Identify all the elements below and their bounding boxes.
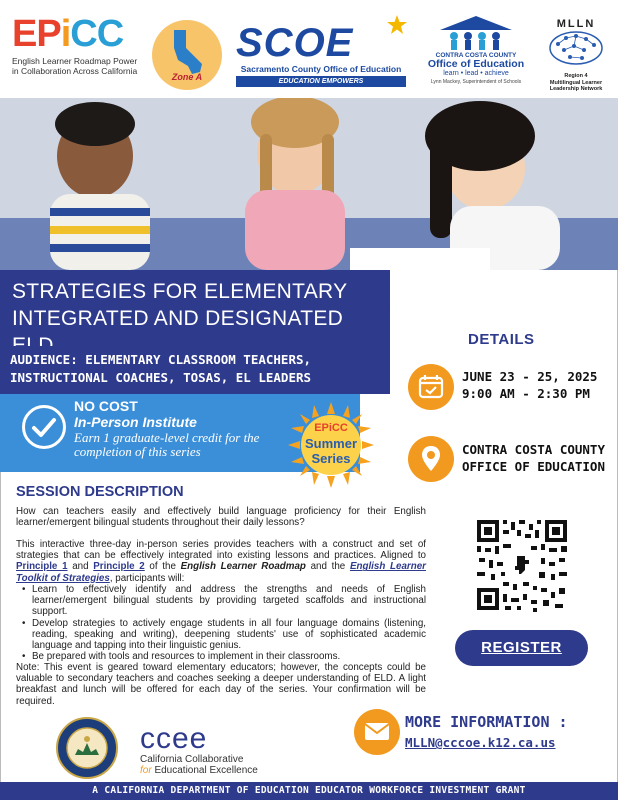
epicc-logo xyxy=(12,14,162,76)
register-button[interactable]: REGISTER xyxy=(455,630,588,666)
list-item: • Learn to effectively identify and address the strengths and needs of English learner/emergent bilingual students by providing targeted scaffolds and instructional support. xyxy=(22,584,426,618)
toolkit-link[interactable]: English Learner Toolkit of Strategies xyxy=(16,561,426,584)
more-info-heading: MORE INFORMATION : xyxy=(405,713,568,731)
grant-footer: A CALIFORNIA DEPARTMENT OF EDUCATION EDUCATOR WORKFORCE INVESTMENT GRANT xyxy=(0,782,618,800)
mail-icon xyxy=(354,709,400,755)
mlln-logo: MLLN Region 4 Multilingual Learner Leadership Network xyxy=(540,18,612,93)
event-location: CONTRA COSTA COUNTY OFFICE OF EDUCATION xyxy=(462,442,605,474)
list-item: • Develop strategies to actively engage students in all four language domains (listening, reading, speaking and writing), deepening students' use of sophisticated academic language and tapping into their linguistic genius. xyxy=(22,618,426,652)
session-note: Note: This event is geared toward elementary educators; however, the concepts could be valuable to secondary teachers and coaches seeking a deeper understanding of ELD. A light breakfast and lunch will be offered for each day of the series. Your confirmation will be required. xyxy=(16,662,426,707)
zone-a-logo xyxy=(152,20,222,90)
epicc-tagline: English Learner Roadmap Power in Collaboration Across California xyxy=(12,56,138,76)
principle-2-link[interactable]: Principle 2 xyxy=(93,561,145,573)
people-icon xyxy=(436,14,516,52)
network-brain-icon xyxy=(546,30,606,66)
state-seal-icon xyxy=(58,719,116,777)
ccee-logo: ccee California Collaborative for Educational Excellence xyxy=(140,722,258,776)
scoe-name: Sacramento County Office of Education xyxy=(240,64,402,74)
session-bullets xyxy=(22,584,426,662)
cde-seal-logo xyxy=(56,717,118,779)
principle-1-link[interactable]: Principle 1 xyxy=(16,561,68,573)
summer-series-badge: EPiCC Summer Series xyxy=(304,422,358,466)
scoe-wordmark: SCOE xyxy=(236,21,354,65)
event-date: JUNE 23 - 25, 2025 xyxy=(462,369,598,384)
credit-text: Earn 1 graduate-level credit for the completion of this series xyxy=(74,430,260,459)
calendar-check-icon xyxy=(408,364,454,410)
event-time: 9:00 AM - 2:30 PM xyxy=(462,386,590,401)
event-datetime xyxy=(462,368,597,402)
cccoe-logo: CONTRA COSTA COUNTY Office of Education learn • lead • achieve Lynn Mackey, Superintendent of Schools xyxy=(416,14,536,85)
list-item: • Be prepared with tools and resources to implement in their classrooms. xyxy=(22,651,426,662)
no-cost-label: NO COST xyxy=(74,398,138,414)
children-reading-photo xyxy=(0,98,618,270)
details-heading: DETAILS xyxy=(468,331,535,348)
audience-text: AUDIENCE: ELEMENTARY CLASSROOM TEACHERS, INSTRUCTIONAL COACHES, TOSAS, EL LEADERS xyxy=(10,352,312,385)
format-label: In-Person Institute xyxy=(74,414,197,430)
contact-email-link[interactable]: MLLN@cccoe.k12.ca.us xyxy=(405,735,556,750)
star-icon xyxy=(386,14,408,36)
map-pin-icon xyxy=(408,436,454,482)
qr-code[interactable] xyxy=(473,516,571,614)
session-heading: SESSION DESCRIPTION xyxy=(16,484,184,500)
photo-illustration xyxy=(0,98,618,270)
session-paragraph: This interactive three-day in-person series provides teachers with a construct and set of strategies that can be effectively integrated into existing lessons and practices. Aligned to Principle 1 and Principle 2 of the English Learner Roadmap and the English Learner Toolkit of Strategies, participants will: xyxy=(16,539,426,584)
scoe-logo xyxy=(236,21,406,87)
checkmark-icon xyxy=(22,405,66,449)
page-title: STRATEGIES FOR ELEMENTARY INTEGRATED AND DESIGNATED xyxy=(12,280,348,330)
zone-label: Zone A xyxy=(171,72,203,82)
session-intro: How can teachers easily and effectively build language proficiency for their English learner/emergent bilingual students throughout their daily lessons? xyxy=(16,506,426,529)
epicc-wordmark: EPiCC xyxy=(12,13,124,55)
scoe-tagline: EDUCATION EMPOWERS xyxy=(236,76,406,87)
header-logos xyxy=(0,0,618,98)
